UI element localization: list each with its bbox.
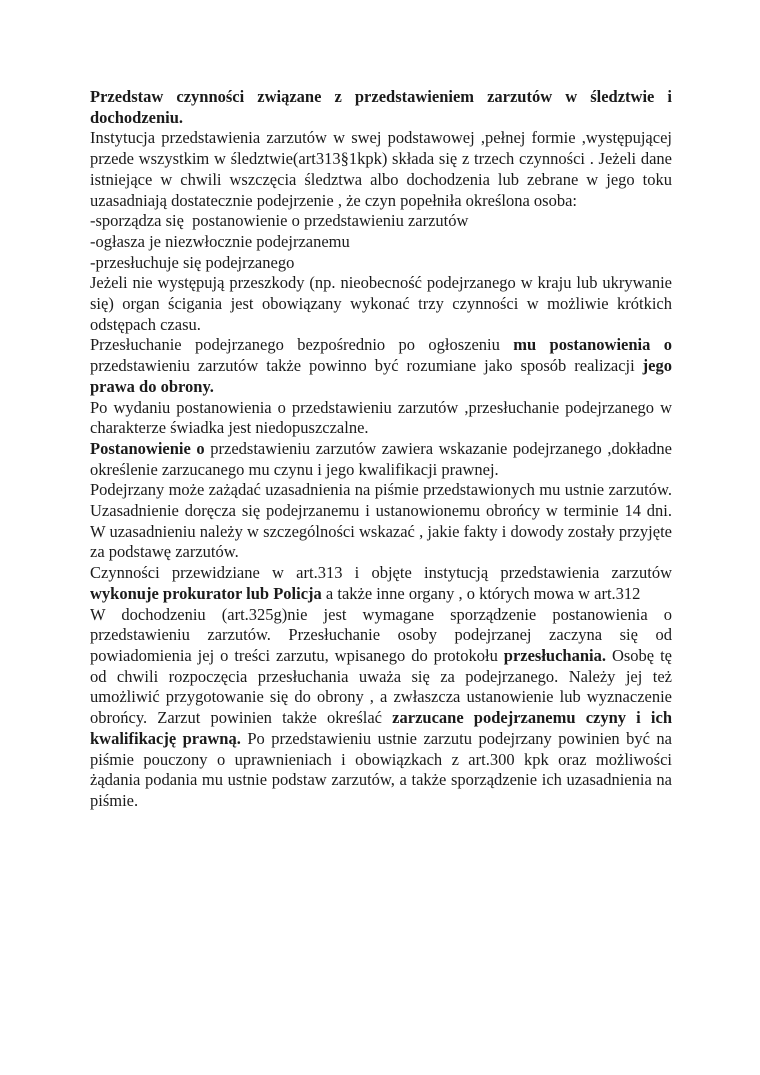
paragraph-intro xyxy=(90,128,672,211)
paragraph-obstacles xyxy=(90,273,672,335)
paragraph-inquiry-procedure xyxy=(90,605,672,812)
paragraph-list-item-3 xyxy=(90,253,672,274)
text-run: a także inne organy , o których mowa w art.312 xyxy=(321,583,641,603)
paragraph-list-item-2 xyxy=(90,232,672,253)
text-run: przedstawieniu zarzutów zawiera wskazanie podejrzanego ,dokładne określenie zarzucanego mu czynu i jego kwalifikacji prawnej. xyxy=(90,438,672,479)
paragraph-list-item-1 xyxy=(90,211,672,232)
text-run: Czynności przewidziane w art.313 i objęte instytucją przedstawienia zarzutów xyxy=(90,563,672,583)
document-content xyxy=(90,87,672,812)
text-run-bold: jego prawa do obrony. xyxy=(90,356,672,396)
paragraph-witness-inadmissible xyxy=(90,398,672,439)
text-run: przedstawieniu zarzutów także powinno być rozumiane jako sposób realizacji xyxy=(90,356,643,376)
text-run-bold: wykonuje prokurator lub Policja xyxy=(90,583,322,603)
paragraph-executing-organs xyxy=(90,563,672,604)
text-run: Po przedstawieniu ustnie zarzutu podejrzany powinien być na piśmie pouczony o uprawnieniach i obowiązkach z art.300 kpk oraz możliwości żądania podania mu ustnie podstaw zarzutów, a także sporządzenie ich uzasadnienia na piśmie. xyxy=(90,728,673,810)
text-run-bold: Postanowienie o xyxy=(90,438,205,458)
paragraph-justification-request xyxy=(90,480,672,563)
text-run: -przesłuchuje się podejrzanego xyxy=(90,252,295,272)
text-run: -ogłasza je niezwłocznie podejrzanemu xyxy=(90,231,350,251)
text-run: Podejrzany może zażądać uzasadnienia na piśmie przedstawionych mu ustnie zarzutów. Uzasadnienie doręcza się podejrzanemu i ustanowionemu obrońcy w terminie 14 dni. W uzasadnieniu należy w szczególności wskazać , jakie fakty i dowody zostały przyjęte za podstawę zarzutów. xyxy=(90,480,672,562)
text-run-bold: zarzucane podejrzanemu czyny i ich kwalifikację prawną. xyxy=(90,708,673,748)
text-run: -sporządza się postanowienie o przedstawieniu zarzutów xyxy=(90,211,469,231)
text-run: Instytucja przedstawienia zarzutów w swej podstawowej ,pełnej formie ,występującej przede wszystkim w śledztwie(art313§1kpk) składa się z trzech czynności . Jeżeli dane istniejące w chwili wszczęcia śledztwa albo dochodzenia lub zebrane w jego toku uzasadniają dostatecznie podejrzenie , że czyn popełniła określona osoba: xyxy=(90,128,672,210)
text-run: Przesłuchanie podejrzanego bezpośrednio po ogłoszeniu xyxy=(90,335,514,355)
text-run: Osobę tę od chwili rozpoczęcia przesłuchania uważa się za podejrzanego. Należy jej też umożliwić przygotowanie się do obrony , a zwłaszcza ustanowienie lub wyznaczenie obrońcy. Zarzut powinien także określać xyxy=(90,645,672,728)
text-run-bold: Przedstaw czynności związane z przedstawieniem zarzutów w śledztwie i dochodzeniu. xyxy=(90,87,672,127)
paragraph-decision-contents xyxy=(90,439,672,480)
text-run: Po wydaniu postanowienia o przedstawieniu zarzutów ,przesłuchanie podejrzanego w charakterze świadka jest niedopuszczalne. xyxy=(90,397,672,438)
text-run: Jeżeli nie występują przeszkody (np. nieobecność podejrzanego w kraju lub ukrywanie się) organ ścigania jest obowiązany wykonać trzy czynności w możliwie krótkich odstępach czasu. xyxy=(90,273,672,334)
paragraph-interrogation-right-of-defense xyxy=(90,335,672,397)
paragraph-title xyxy=(90,87,672,128)
text-run-bold: przesłuchania. xyxy=(503,645,606,665)
text-run: W dochodzeniu (art.325g)nie jest wymagane sporządzenie postanowienia o przedstawieniu zarzutów. Przesłuchanie osoby podejrzanej zaczyna się od powiadomienia jej o treści zarzutu, wpisanego do protokołu xyxy=(90,604,672,665)
text-run-bold: mu postanowienia o xyxy=(513,335,672,355)
